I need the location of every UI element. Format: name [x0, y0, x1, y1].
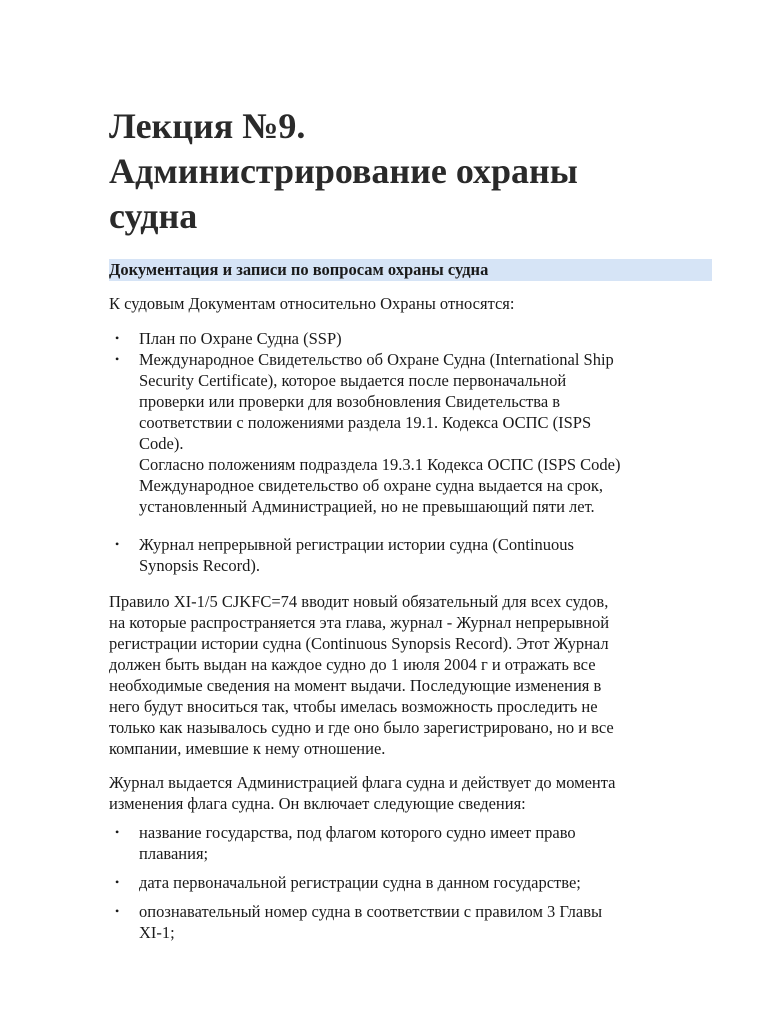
title-line: Лекция №9.	[109, 106, 306, 146]
paragraph-line: регистрации истории судна (Continuous Synopsis Record). Этот Журнал	[109, 634, 609, 653]
list-item-text: Международное Свидетельство об Охране Судна (International Ship	[139, 350, 614, 369]
list-item	[109, 328, 719, 349]
document-content	[109, 104, 719, 951]
title-line: Администрирование охраны	[109, 151, 578, 191]
paragraph-line: на которые распространяется эта глава, журнал - Журнал непрерывной	[109, 613, 610, 632]
list-item	[109, 872, 719, 893]
paragraph-line: только как называлось судно и где оно было зарегистрировано, но и все	[109, 718, 614, 737]
list-item-text: План по Охране Судна (SSP)	[139, 329, 342, 348]
list-item-text: плавания;	[139, 844, 209, 863]
list-item-text: XI-1;	[139, 923, 175, 942]
section-heading: Документация и записи по вопросам охраны судна	[109, 259, 712, 281]
paragraph-line: Журнал выдается Администрацией флага судна и действует до момента	[109, 773, 616, 792]
list-item-text: Code).	[139, 434, 184, 453]
paragraph-line: изменения флага судна. Он включает следующие сведения:	[109, 794, 526, 813]
body-paragraph	[109, 591, 719, 759]
bullet-icon: •	[115, 904, 120, 918]
bullet-icon: •	[115, 352, 120, 366]
list-item	[109, 901, 719, 943]
intro-paragraph: К судовым Документам относительно Охраны относятся:	[109, 294, 515, 313]
list-item-subparagraph	[139, 454, 719, 517]
list-item-text: Журнал непрерывной регистрации истории судна (Continuous	[139, 535, 574, 554]
paragraph-line: компании, имевшие к нему отношение.	[109, 739, 386, 758]
list-item-text: Международное свидетельство об охране судна выдается на срок,	[139, 476, 603, 495]
list-item-text: Synopsis Record).	[139, 556, 260, 575]
list-item-text: дата первоначальной регистрации судна в данном государстве;	[139, 873, 581, 892]
list-item-text: Согласно положениям подраздела 19.3.1 Кодекса ОСПС (ISPS Code)	[139, 455, 621, 474]
record-details-list	[109, 822, 719, 943]
list-item-text: установленный Администрацией, но не превышающий пяти лет.	[139, 497, 595, 516]
title-line: судна	[109, 196, 198, 236]
list-item	[109, 349, 719, 517]
page-title	[109, 104, 719, 239]
list-item	[109, 534, 719, 576]
bullet-icon: •	[115, 331, 120, 345]
list-item-text: опознавательный номер судна в соответствии с правилом 3 Главы	[139, 902, 603, 921]
paragraph-line: Правило XI-1/5 CJKFC=74 вводит новый обязательный для всех судов,	[109, 592, 609, 611]
documents-list	[109, 328, 719, 576]
bullet-icon: •	[115, 825, 120, 839]
paragraph-line: него будут вноситься так, чтобы имелась возможность проследить не	[109, 697, 598, 716]
bullet-icon: •	[115, 875, 120, 889]
body-paragraph	[109, 772, 719, 814]
list-item-text: проверки или проверки для возобновления Свидетельства в	[139, 392, 561, 411]
bullet-icon: •	[115, 537, 120, 551]
paragraph-line: должен быть выдан на каждое судно до 1 июля 2004 г и отражать все	[109, 655, 596, 674]
list-item	[109, 822, 719, 864]
list-item-text: название государства, под флагом которого судно имеет право	[139, 823, 576, 842]
list-item-text: соответствии с положениями раздела 19.1. Кодекса ОСПС (ISPS	[139, 413, 592, 432]
list-item-text: Security Certificate), которое выдается после первоначальной	[139, 371, 567, 390]
paragraph-line: необходимые сведения на момент выдачи. Последующие изменения в	[109, 676, 602, 695]
